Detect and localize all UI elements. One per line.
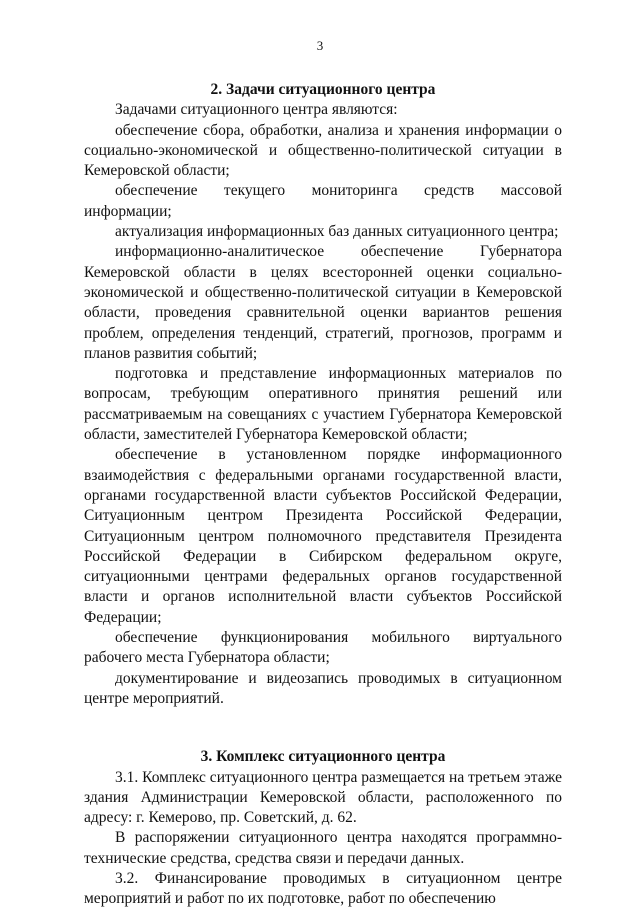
- paragraph: документирование и видеозапись проводимых в ситуационном центре мероприятий.: [84, 669, 562, 707]
- page-number: 3: [316, 38, 324, 53]
- paragraph: 3.1. Комплекс ситуационного центра размещается на третьем этаже здания Администрации Кемеровской области, расположенного по адресу: г. Кемерово, пр. Советский, д. 62.: [84, 768, 562, 827]
- document-body: [84, 80, 562, 910]
- section-3-heading: 3. Комплекс ситуационного центра: [200, 748, 446, 766]
- paragraph: обеспечение функционирования мобильного виртуального рабочего места Губернатора области;: [84, 629, 562, 667]
- paragraph: обеспечение в установленном порядке информационного взаимодействия с федеральными органами государственной власти, органами государственной власти субъектов Российской Федерации, Ситуационным центром Президента Российской Федерации, Ситуационным центром полномочного представителя Президента Российской Федерации в Сибирском федеральном округе, ситуационными центрами федеральных органов государственной власти и органов исполнительной власти субъектов Российской Федерации;: [84, 446, 562, 626]
- paragraph: В распоряжении ситуационного центра находятся программно-технические средства, средства связи и передачи данных.: [84, 829, 562, 867]
- paragraph: обеспечение текущего мониторинга средств массовой информации;: [84, 182, 562, 220]
- paragraph: информационно-аналитическое обеспечение Губернатора Кемеровской области в целях всесторонней оценки социально-экономической и общественно-политической ситуации в Кемеровской области, проведения сравнительной оценки вариантов решения проблем, определения тенденций, стратегий, прогнозов, программ и планов развития событий;: [84, 243, 562, 362]
- paragraph: Задачами ситуационного центра являются:: [115, 101, 398, 119]
- section-spacer: [84, 709, 562, 747]
- paragraph: актуализация информационных баз данных ситуационного центра;: [115, 223, 559, 241]
- paragraph: подготовка и представление информационных материалов по вопросам, требующим оперативного принятия решений или рассматриваемым на совещаниях с участием Губернатора Кемеровской области, заместителей Губернатора Кемеровской области;: [84, 365, 562, 444]
- section-2-heading: 2. Задачи ситуационного центра: [210, 81, 436, 98]
- paragraph: 3.2. Финансирование проводимых в ситуационном центре мероприятий и работ по их подготовке, работ по обеспечению: [84, 869, 562, 908]
- paragraph: обеспечение сбора, обработки, анализа и хранения информации о социально-экономической и общественно-политической ситуации в Кемеровской области;: [84, 121, 562, 180]
